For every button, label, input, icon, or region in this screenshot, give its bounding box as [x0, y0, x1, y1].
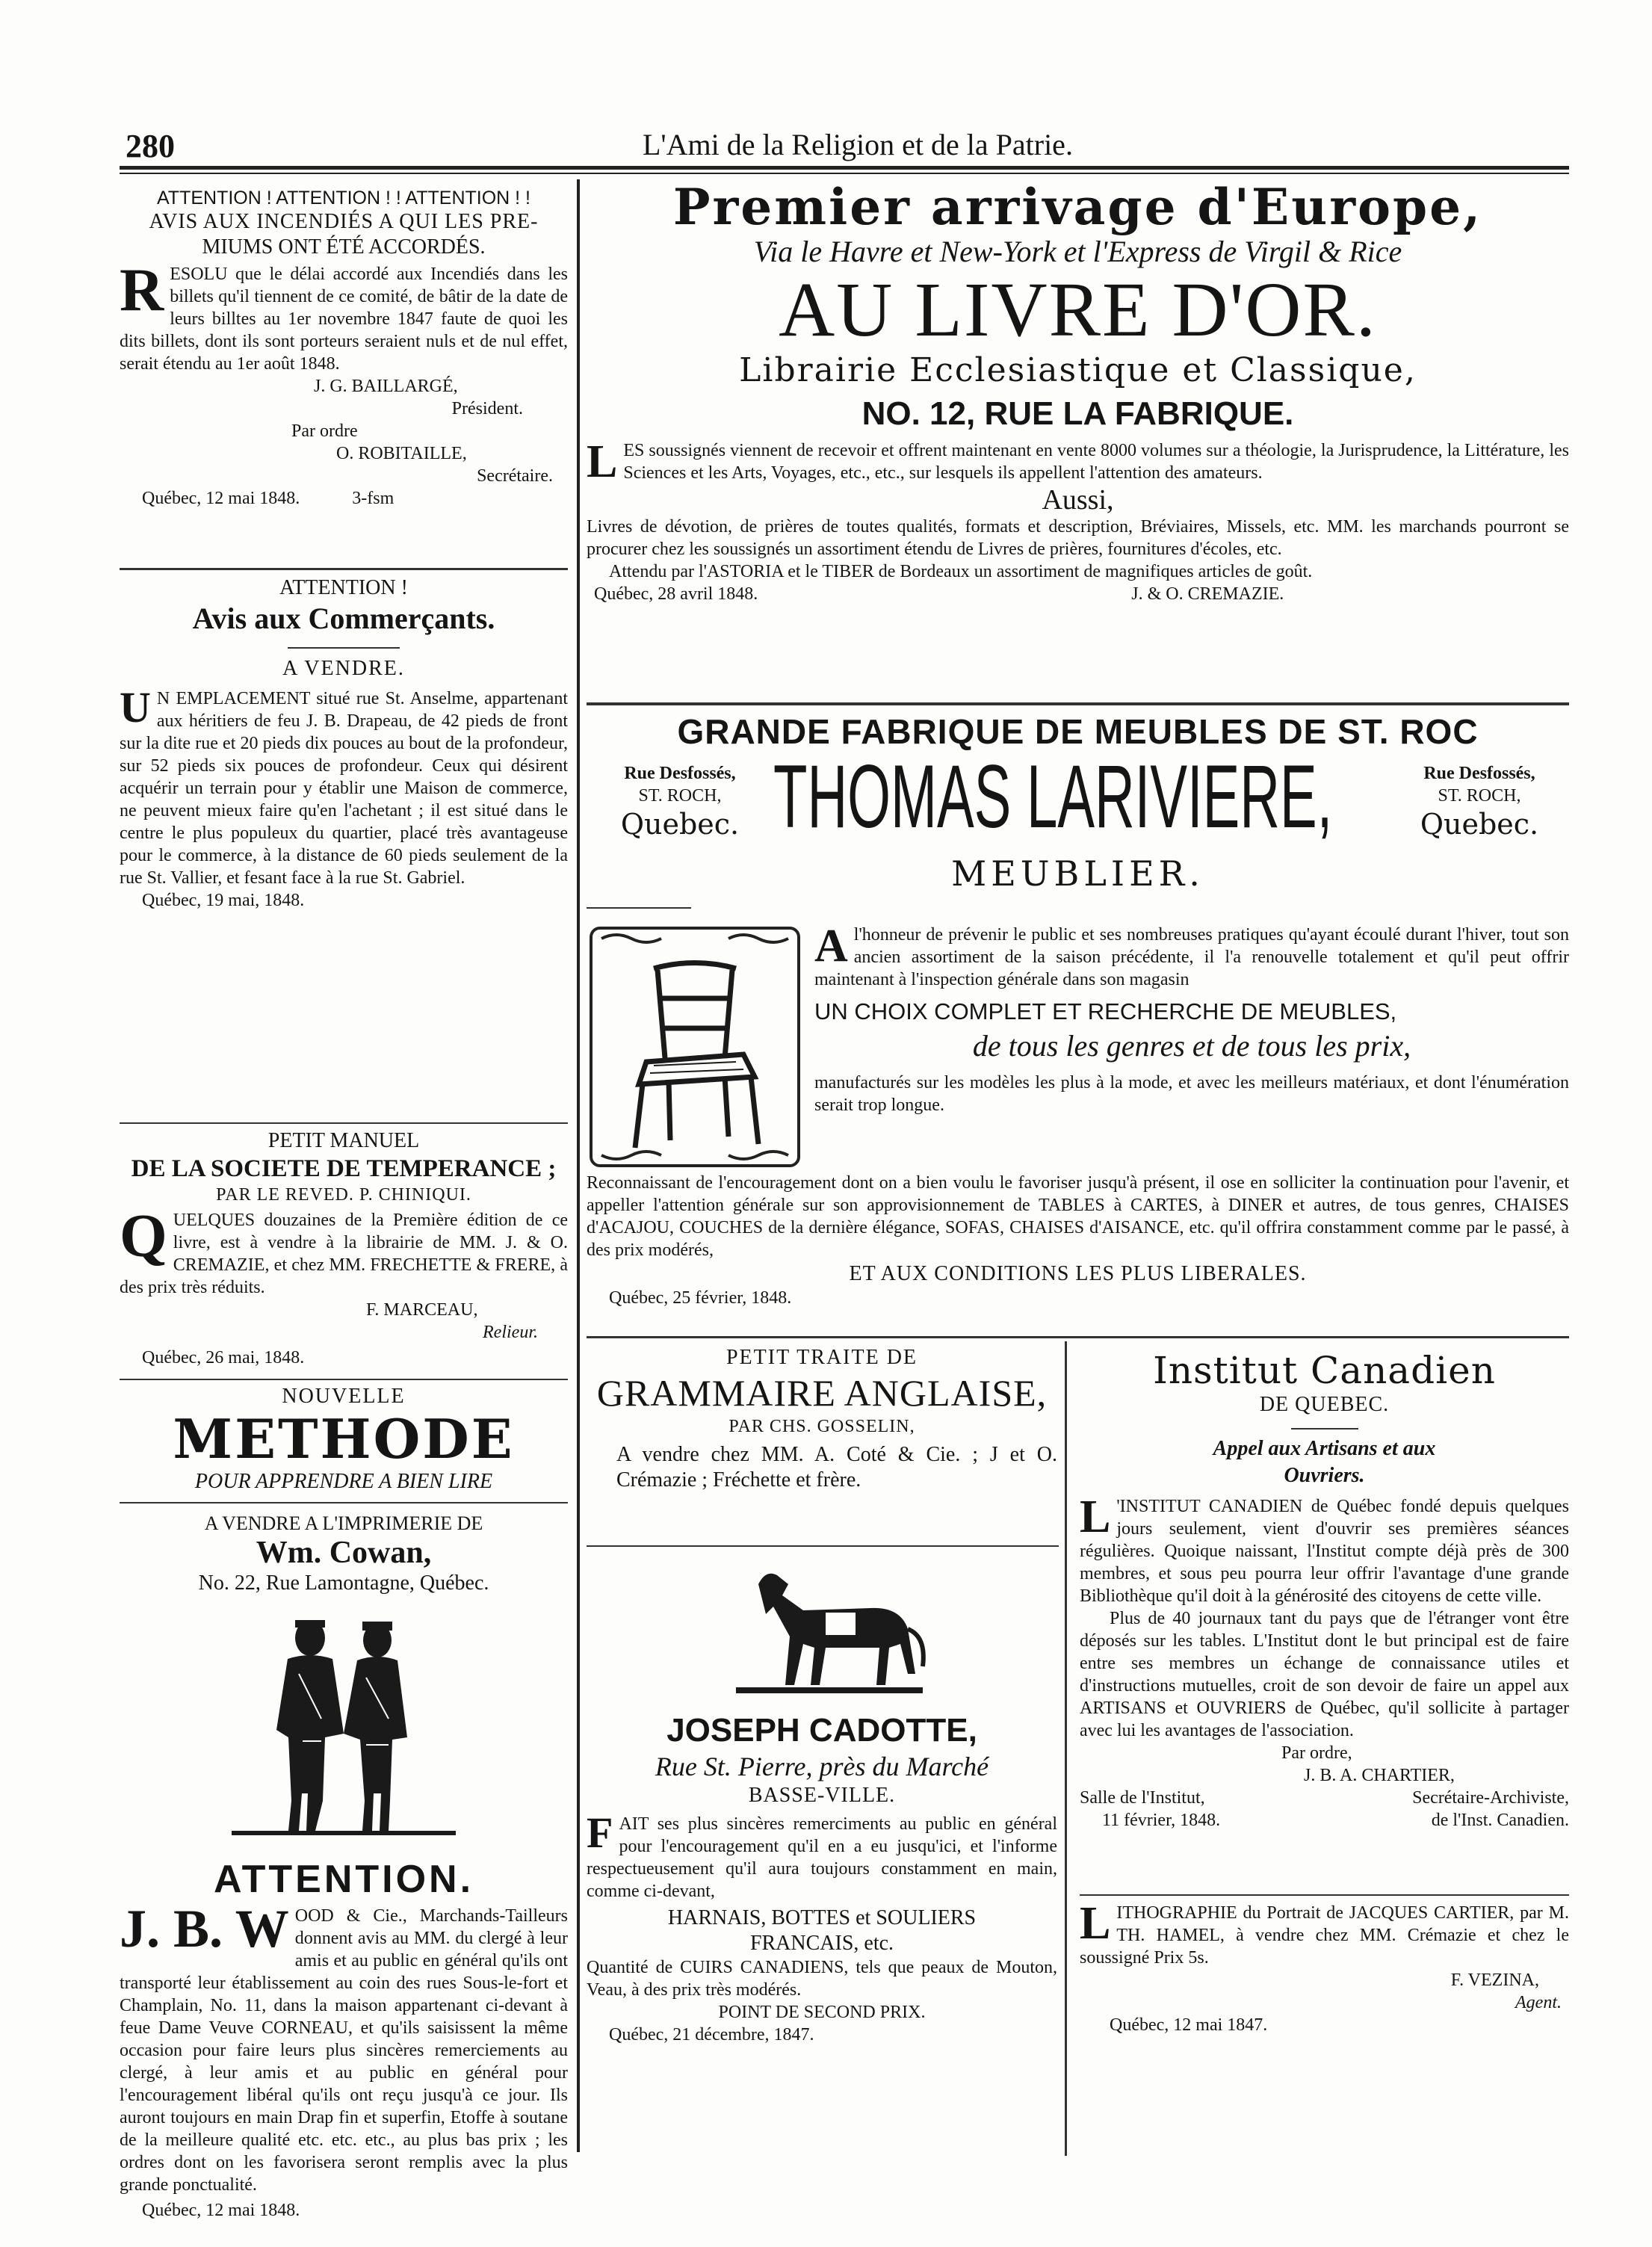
date-line: Québec, 12 mai 1848. [142, 2201, 300, 2220]
horse-engraving-icon [587, 1554, 1057, 1711]
dropcap: Q [120, 1202, 167, 1270]
divider [587, 1545, 1059, 1547]
incendies-body: RESOLU que le délai accordé aux Incendiés dans les billets qu'il tiennent de ce comité, de bâtir de la date de leurs billtes au 1er novembre 1847 faute de quoi les dits billets, dont ils sont porteurs seraient nuls et de nul effet, serait étendu au 1er août 1848. [120, 256, 568, 374]
date-line: Québec, 12 mai 1848. 3-fsm [142, 489, 395, 508]
meubles-name: THOMAS LARIVIERE, [773, 752, 1333, 841]
livre-address: NO. 12, RUE LA FABRIQUE. [861, 395, 1294, 432]
a-vendre: A VENDRE. [282, 657, 405, 680]
manuel-title-2: DE LA SOCIETE DE TEMPERANCE ; [131, 1155, 557, 1182]
incendies-title-2: MIUMS ONT ÉTÉ ACCORDÉS. [202, 235, 486, 259]
methode-subtitle: POUR APPRENDRE A BIEN LIRE [194, 1470, 493, 1493]
divider [120, 1502, 568, 1503]
subcolumn-rule [1065, 1341, 1067, 2156]
left-column [120, 179, 568, 2220]
signer-title: Agent. [1515, 1993, 1562, 2012]
page-number: 280 [126, 128, 175, 164]
ad-institut [1080, 1349, 1569, 1835]
commercants-title: Avis aux Commerçants. [192, 602, 495, 635]
dropcap: J. B. W [120, 1899, 289, 1959]
attention-line: ATTENTION ! ATTENTION ! ! ATTENTION ! ! [156, 188, 530, 208]
meubles-body-2: Reconnaissant de l'encouragement dont on a bien voulu le favoriser jusqu'à présent, il ose en solliciter la continuation pour l'avenir, et appeller l'attention générale sur son approvisionnement de TABLES à CARTES, à DINER et autres, de tous genres, CHAISES d'ACAJOU, COUCHES de la dernière élégance, SOFAS, CHAISES d'AISANCE, etc. qu'il offrira constamment comme par le passé, à des prix modérés, [587, 1173, 1569, 1260]
divider [1291, 1428, 1358, 1430]
divider [120, 1122, 568, 1124]
livre-body-2: Livres de dévotion, de prières de toutes qualités, formats et description, Bréviaires, Missels, etc. MM. les marchands pourront se procurer chez les soussignés un assortiment étendu de Livres de prières, fournitures d'écoles, etc. [587, 517, 1569, 559]
livre-body: LES soussignés viennent de recevoir et offrent maintenant en vente 8000 volumes sur a théologie, la Jurisprudence, la Littérature, les Sciences et les Arts, Voyages, etc., etc., sur lesquels ils appellent l'attention des amateurs. [587, 436, 1569, 487]
running-title: L'Ami de la Religion et de la Patrie. [643, 128, 1073, 161]
signer-baillarge: J. G. BAILLARGÉ, [314, 377, 458, 396]
signer-title: Relieur. [483, 1323, 538, 1342]
livre-headline: Premier arrivage d'Europe, [672, 178, 1483, 236]
dropcap: L [1080, 1898, 1111, 1949]
nouvelle: NOUVELLE [282, 1385, 406, 1408]
par-ordre: Par ordre [291, 421, 358, 441]
litho-body: LITHOGRAPHIE du Portrait de JACQUES CARTIER, par M. TH. HAMEL, à vendre chez MM. Crémazie et chez le soussigné Prix 5s. [1080, 1898, 1569, 1968]
manuel-title-1: PETIT MANUEL [267, 1129, 420, 1152]
cadotte-street: Rue St. Pierre, près du Marché [655, 1752, 989, 1781]
ad-livre-dor [587, 179, 1569, 605]
divider [587, 907, 691, 909]
printer-address: No. 22, Rue Lamontagne, Québec. [198, 1571, 489, 1595]
a-vendre: A VENDRE A L'IMPRIMERIE DE [204, 1512, 483, 1534]
livre-title: AU LIVRE D'OR. [779, 267, 1377, 353]
side-rue: Rue Desfossés, [1423, 764, 1535, 783]
role-line-1: Secrétaire-Archiviste, [1412, 1788, 1569, 1808]
cadotte-goods-2: FRANCAIS, etc. [749, 1932, 894, 1955]
manuel-author: PAR LE REVED. P. CHINIQUI. [216, 1185, 471, 1205]
meubles-headline: GRANDE FABRIQUE DE MEUBLES DE ST. ROC [677, 712, 1479, 751]
date-line: Québec, 19 mai, 1848. [142, 891, 305, 910]
meubles-choix: UN CHOIX COMPLET ET RECHERCHE DE MEUBLES, [814, 998, 1397, 1024]
date-line: Québec, 21 décembre, 1847. [609, 2025, 814, 2044]
page-header [120, 121, 1569, 166]
cadotte-district: BASSE-VILLE. [748, 1784, 896, 1807]
cadotte-body-2: Quantité de CUIRS CANADIENS, tels que peaux de Mouton, Veau, à des prix très modérés. [587, 1958, 1057, 2000]
ad-cadotte [587, 1711, 1057, 2046]
date-line: Québec, 26 mai, 1848. [142, 1348, 305, 1367]
livre-aussi: Aussi, [1042, 484, 1114, 516]
date-line: Québec, 25 février, 1848. [609, 1288, 792, 1308]
meubles-name-box [773, 752, 1386, 841]
signer-marceau: F. MARCEAU, [366, 1300, 478, 1320]
side-rue: Rue Desfossés, [624, 764, 736, 783]
salle-line-2: 11 février, 1848. [1102, 1811, 1221, 1830]
institut-appel-2: Ouvriers. [1284, 1464, 1365, 1487]
grammaire-title: GRAMMAIRE ANGLAISE, [596, 1372, 1048, 1414]
grammaire-author: PAR CHS. GOSSELIN, [728, 1417, 915, 1436]
dropcap: L [1080, 1492, 1111, 1542]
date-line: Québec, 12 mai 1847. [1110, 2015, 1268, 2035]
printer-name: Wm. Cowan, [256, 1536, 432, 1570]
divider [120, 1379, 568, 1380]
chair-engraving-icon [587, 924, 803, 1170]
divider [1080, 1894, 1569, 1896]
divider [288, 647, 400, 649]
meubles-chair-block [587, 921, 1569, 1178]
dropcap: A [814, 921, 848, 971]
cadotte-prize: POINT DE SECOND PRIX. [718, 2003, 926, 2022]
grammaire-body: A vendre chez MM. A. Coté & Cie. ; J et O. Crémazie ; Fréchette et frère. [616, 1443, 1057, 1492]
date-line: Québec, 28 avril 1848. J. & O. CREMAZIE. [594, 584, 1284, 604]
cadotte-name: JOSEPH CADOTTE, [666, 1712, 977, 1749]
signer-vezina: F. VEZINA, [1450, 1971, 1539, 1990]
methode-title: METHODE [173, 1407, 515, 1471]
role-line-2: de l'Inst. Canadien. [1431, 1811, 1569, 1830]
dropcap: L [587, 436, 618, 487]
right-column [587, 179, 1569, 2175]
signer-title: Président. [451, 399, 523, 418]
header-rule-thin [120, 173, 1569, 174]
ad-lithographie [1080, 1898, 1569, 2036]
grammaire-title-1: PETIT TRAITE DE [726, 1346, 918, 1369]
side-roch: ST. ROCH, [638, 786, 722, 806]
ad-grammaire [587, 1345, 1057, 1493]
livre-body-3: Attendu par l'ASTORIA et le TIBER de Bordeaux un assortiment de magnifiques articles de goût. [609, 562, 1313, 581]
side-address-left [594, 762, 766, 841]
livre-subtitle: Librairie Ecclesiastique et Classique, [739, 351, 1417, 389]
dropcap: R [120, 256, 164, 324]
tailors-illustration [120, 1607, 568, 1853]
ad-commercants [120, 575, 568, 912]
temperance-body: QUELQUES douzaines de la Première édition de ce livre, est à vendre à la librairie de MM. J. & O. CREMAZIE, et chez MM. FRECHETTE & FRERE, à des prix très réduits. [120, 1202, 568, 1297]
ad-temperance [120, 1128, 568, 1369]
ad-incendies [120, 187, 568, 510]
ad-methode [120, 1384, 568, 1596]
par-ordre: Par ordre, [1281, 1743, 1352, 1763]
divider [587, 1336, 1569, 1338]
signer-robitaille: O. ROBITAILLE, [336, 444, 467, 463]
commercants-body: U N EMPLACEMENT situé rue St. Anselme, appartenant aux héritiers de feu J. B. Drapeau, de 42 pieds de front sur la dite rue et 20 pieds dix pouces au bout de la profondeur, sur 52 pieds six pouces de profondeur. Ceux qui désirent acquérir un terrain pour y établir une Maison de commerce, ne peuvent mieux faire qu'en l'achetant ; il est situé dans le centre le plus populeux du quartier, placé très avantageuse pour le commerce, à la distance de 60 pieds seulement de la rue St. Vallier, et fesant face à la rue St. Gabriel. [120, 683, 568, 888]
divider [120, 568, 568, 570]
meubles-body: manufacturés sur les modèles les plus à la mode, et avec les meilleurs matériaux, et dont l'énumération serait trop longue. [814, 1073, 1569, 1115]
ad-meubles [587, 711, 1569, 1309]
cadotte-goods-1: HARNAIS, BOTTES et SOULIERS [667, 1906, 977, 1929]
side-quebec: Quebec. [620, 808, 740, 841]
institut-body: L 'INSTITUT CANADIEN de Québec fondé depuis quelques jours seulement, vient d'ouvrir ses premières séances régulières. Quoique naissant, l'Institut compte déjà près de 300 membres, et sous peu pourra leur offrir l'avantage d'une grande Bibliothèque qu'il doit à la générosité des citoyens de cette ville. [1080, 1492, 1569, 1606]
institut-title: Institut Canadien [1153, 1349, 1496, 1392]
side-roch: ST. ROCH, [1438, 786, 1521, 806]
dropcap: U [120, 683, 151, 732]
column-rule [577, 179, 580, 2152]
tailors-engraving-icon [120, 1607, 568, 1853]
institut-body-2: Plus de 40 journaux tant du pays que de l'étranger vont être déposés sur les tables. L'Institut dont le but principal est de faire entre ses membres un échange de connaissance utiles et d'instructions mutuelles, croit de son devoir de faire un appel aux ARTISANS et OUVRIERS de Québec, qu'il sollicite à partager avec lui les avantages de l'association. [1080, 1609, 1569, 1740]
institut-city: DE QUEBEC. [1259, 1393, 1390, 1416]
horse-illustration [587, 1554, 1057, 1711]
attention-line: ATTENTION ! [279, 576, 408, 599]
ad-tailors [120, 1857, 568, 2222]
meubles-text [814, 921, 1569, 1116]
institut-footer [1080, 1787, 1569, 1835]
institut-appel-1: Appel aux Artisans et aux [1213, 1437, 1436, 1460]
side-quebec: Quebec. [1420, 808, 1539, 841]
signer-title: Secrétaire. [477, 466, 553, 486]
signer-chartier: J. B. A. CHARTIER, [1304, 1766, 1455, 1785]
divider [587, 702, 1569, 705]
salle-line-1: Salle de l'Institut, [1080, 1788, 1205, 1808]
side-address-right [1393, 762, 1565, 841]
meubles-intro: Al'honneur de prévenir le public et ses nombreuses pratiques qu'ayant écoulé durant l'hiver, tout son ancien assortiment de la saison précédente, il l'a renouvelle totalement et qu'il peut offrir maintenant à l'inspection générale dans son magasin [814, 921, 1569, 989]
dropcap: F [587, 1808, 613, 1857]
meubles-conditions: ET AUX CONDITIONS LES PLUS LIBERALES. [849, 1262, 1307, 1285]
tailors-body: J. B. W OOD & Cie., Marchands-Tailleurs donnent avis au MM. du clergé à leur amis et au public en général qu'ils ont transporté leur établissement au coin des rues Sous-le-fort et Champlain, No. 11, dans la maison appartenant ci-devant à feue Dame Veuve CORNEAU, et qu'ils saisissent la même occasion pour faire leurs plus sincères remerciements au clergé, à leur amis et au public en général pour l'encouragement libéral qu'ils ont reçu jusqu'à ce jour. Ils auront toujours en main Drap fin et superfin, Etoffe à soutane de la meilleure qualité etc. etc. etc., au plus bas prix ; les ordres dont on les favorisera seront remplis avec la plus grande ponctualité. [120, 1899, 568, 2195]
meubles-genres: de tous les genres et de tous les prix, [972, 1029, 1411, 1063]
tailors-heading: ATTENTION. [213, 1858, 474, 1901]
incendies-title-1: AVIS AUX INCENDIÉS A QUI LES PRE- [149, 210, 539, 233]
meubles-masthead [587, 752, 1569, 901]
meubles-trade: MEUBLIER. [951, 853, 1204, 894]
cadotte-body: FAIT ses plus sincères remerciments au public en général pour l'encouragement qu'il en a eu jusqu'ici, et l'informe respectueusement qu'il aura toujours constamment en main, comme ci-devant, [587, 1808, 1057, 1901]
livre-via: Via le Havre et New-York et l'Express de Virgil & Rice [753, 235, 1402, 268]
header-rule [120, 166, 1569, 170]
